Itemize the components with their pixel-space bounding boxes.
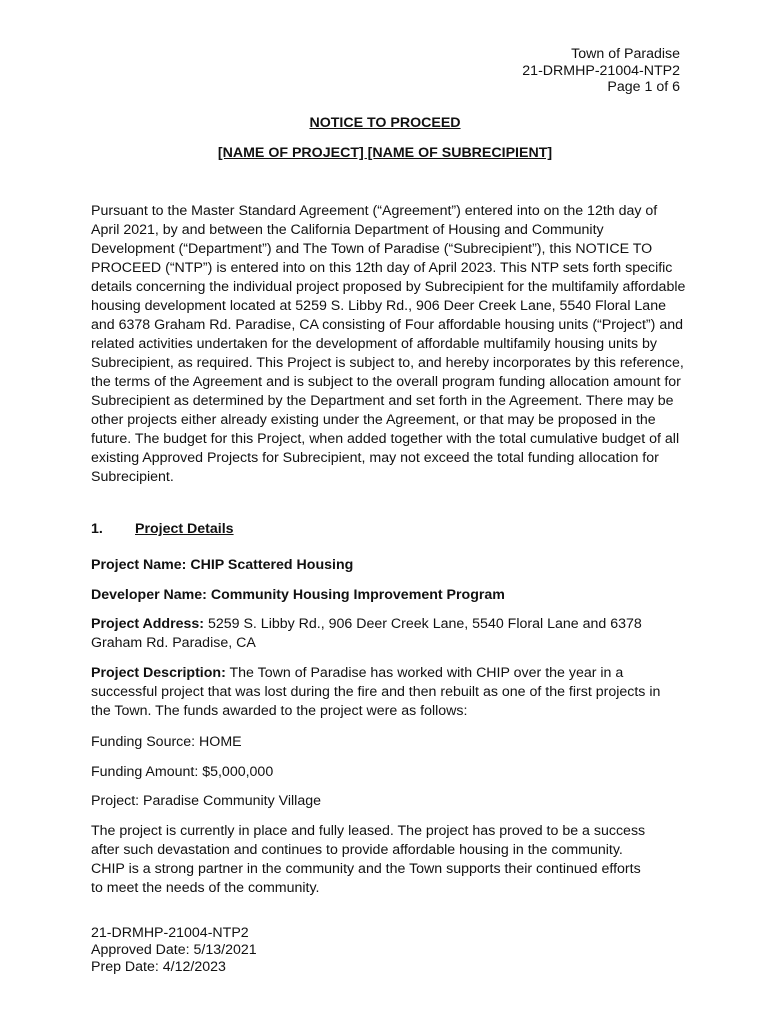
developer-name: Developer Name: Community Housing Improvement Program (91, 587, 505, 603)
project-description-label: Project Description: (91, 665, 226, 681)
project-address-value: 5259 S. Libby Rd., 906 Deer Creek Lane, 5540 Floral Lane and 6378 Graham Rd. Paradise, CA (91, 616, 642, 651)
project-description-value: The Town of Paradise has worked with CHIP over the year in a successful project that was lost during the fire and then rebuilt as one of the first projects in the Town. The funds awarded to the project were as follows: (91, 665, 661, 719)
page-footer (91, 925, 257, 976)
footer-prep-date: Prep Date: 4/12/2023 (91, 959, 226, 975)
project-name: Project Name: CHIP Scattered Housing (91, 557, 354, 573)
header-reference: 21-DRMHP-21004-NTP2 (522, 62, 680, 79)
header-page-number: Page 1 of 6 (607, 79, 680, 95)
intro-paragraph: Pursuant to the Master Standard Agreement (“Agreement”) entered into on the 12th day of April 2021, by and between the California Department of Housing and Community Development (“Department”) and The Town of Paradise (“Subrecipient”), this NOTICE TO PROCEED (“NTP”) is entered into on this 12th day of April 2023. This NTP sets forth specific details concerning the individual project proposed by Subrecipient for the multifamily affordable housing development located at 5259 S. Libby Rd., 906 Deer Creek Lane, 5540 Floral Lane and 6378 Graham Rd. Paradise, CA consisting of Four affordable housing units (“Project”) and related activities undertaken for the development of affordable multifamily housing units by Subrecipient, as required. This Project is subject to, and hereby incorporates by this reference, the terms of the Agreement and is subject to the overall program funding allocation amount for Subrecipient as determined by the Department and set forth in the Agreement. There may be other projects either already existing under the Agreement, or that may be proposed in the future. The budget for this Project, when added together with the total cumulative budget of all existing Approved Projects for Subrecipient, may not exceed the total funding allocation for Subrecipient. (91, 203, 686, 485)
header-town: Town of Paradise (571, 46, 680, 62)
section-heading (91, 521, 234, 537)
section-title: Project Details (135, 521, 234, 537)
project-status-paragraph: The project is currently in place and fully leased. The project has proved to be a success after such devastation and continues to provide affordable housing in the community. CHIP is a strong partner in the community and the Town supports their continued efforts to meet the needs of the community. (91, 823, 646, 896)
section-number: 1. (91, 521, 103, 537)
funding-source: Funding Source: HOME (91, 734, 242, 750)
funding-amount: Funding Amount: $5,000,000 (91, 764, 274, 780)
footer-approved-date: Approved Date: 5/13/2021 (91, 942, 257, 958)
footer-reference: 21-DRMHP-21004-NTP2 (91, 925, 249, 941)
document-subtitle: [NAME OF PROJECT] [NAME OF SUBRECIPIENT] (217, 145, 553, 161)
project-address-label: Project Address: (91, 616, 205, 632)
project-address (91, 615, 687, 653)
page-header (522, 46, 680, 96)
project-description (91, 664, 681, 721)
funded-project: Project: Paradise Community Village (91, 793, 321, 809)
document-title: NOTICE TO PROCEED (309, 115, 461, 131)
